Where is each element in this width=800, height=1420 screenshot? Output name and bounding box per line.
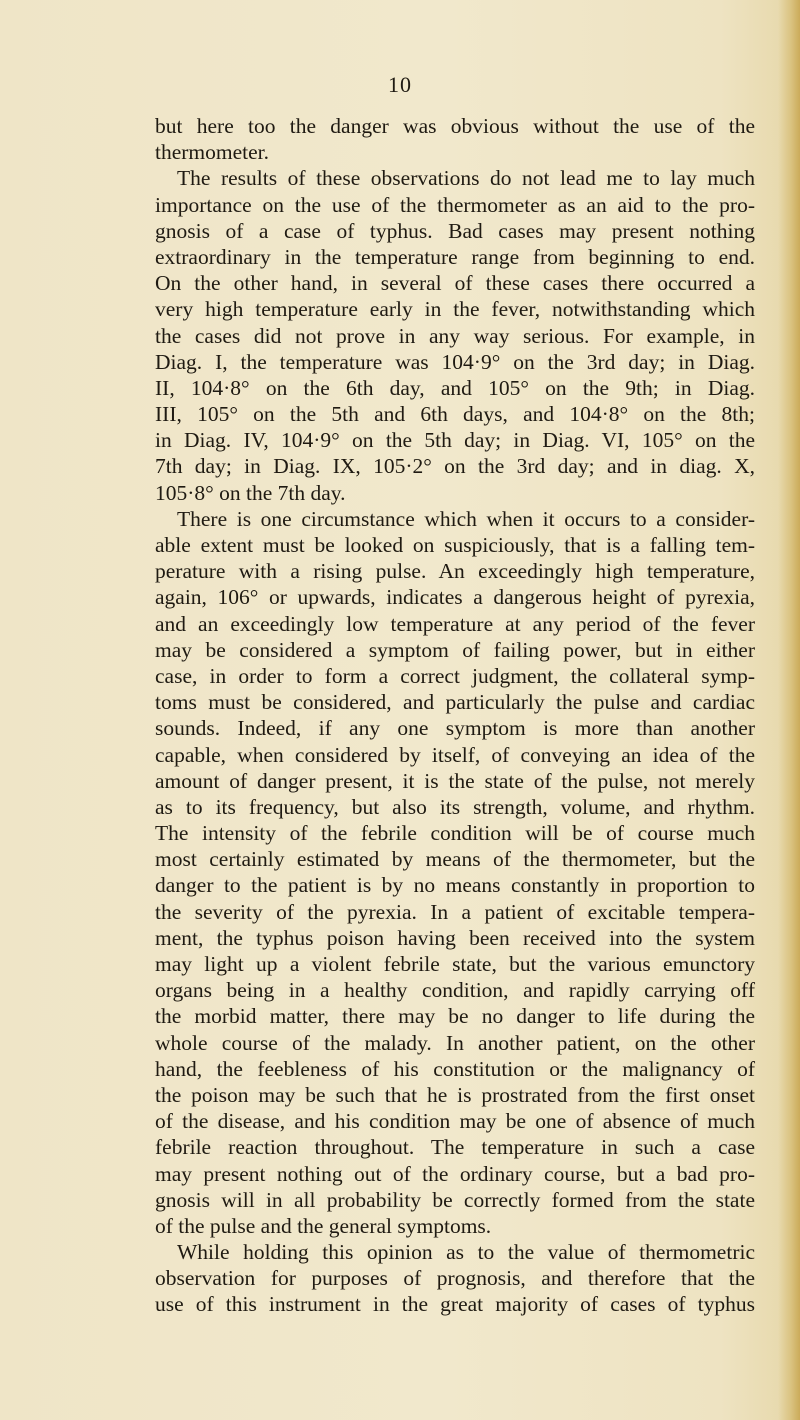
text-line: danger to the patient is by no means constantly in proportion to xyxy=(155,873,755,898)
text-line: able extent must be looked on suspiciously, that is a falling tem- xyxy=(155,533,755,557)
text-line: febrile reaction throughout. The temperature in such a case xyxy=(155,1135,755,1160)
text-line: ment, the typhus poison having been received into the system xyxy=(155,925,755,950)
text-line: extraordinary in the temperature range from beginning to end. xyxy=(155,244,755,269)
text-line: gnosis will in all probability be correctly formed from the state xyxy=(155,1187,755,1212)
text-line: as to its frequency, but also its strength, volume, and rhythm. xyxy=(155,794,755,819)
text-line: the cases did not prove in any way serious. For example, in xyxy=(155,323,755,348)
body-text xyxy=(155,113,755,1318)
text-line: observation for purposes of prognosis, and therefore that the xyxy=(155,1266,755,1291)
text-line: and an exceedingly low temperature at any period of the fever xyxy=(155,611,755,636)
text-line: importance on the use of the thermometer as an aid to the pro- xyxy=(155,192,755,217)
text-line: whole course of the malady. In another patient, on the other xyxy=(155,1030,755,1055)
text-line: most certainly estimated by means of the thermometer, but the xyxy=(155,847,755,872)
text-line: toms must be considered, and particularly the pulse and cardiac xyxy=(155,690,755,715)
text-line: again, 106° or upwards, indicates a dangerous height of pyrexia, xyxy=(155,585,755,610)
text-line: II, 104·8° on the 6th day, and 105° on the 9th; in Diag. xyxy=(155,375,755,400)
text-line: thermometer. xyxy=(155,140,270,165)
text-line: The intensity of the febrile condition will be of course much xyxy=(155,821,755,846)
text-line: III, 105° on the 5th and 6th days, and 104·8° on the 8th; xyxy=(155,402,755,427)
text-line: Diag. I, the temperature was 104·9° on the 3rd day; in Diag. xyxy=(155,349,755,374)
text-line: use of this instrument in the great majority of cases of typhus xyxy=(155,1292,755,1317)
text-line: On the other hand, in several of these cases there occurred a xyxy=(155,271,755,296)
text-line: While holding this opinion as to the value of thermometric xyxy=(177,1240,755,1265)
text-line: organs being in a healthy condition, and rapidly carrying off xyxy=(155,978,755,1003)
text-line: The results of these observations do not lead me to lay much xyxy=(177,166,755,191)
text-line: amount of danger present, it is the state of the pulse, not merely xyxy=(155,768,755,793)
text-line: 7th day; in Diag. IX, 105·2° on the 3rd day; and in diag. X, xyxy=(155,454,755,479)
text-line: There is one circumstance which when it occurs to a consider- xyxy=(177,506,755,531)
text-line: of the pulse and the general symptoms. xyxy=(155,1213,492,1238)
text-line: capable, when considered by itself, of conveying an idea of the xyxy=(155,742,755,767)
text-line: may present nothing out of the ordinary course, but a bad pro- xyxy=(155,1161,755,1186)
text-line: in Diag. IV, 104·9° on the 5th day; in Diag. VI, 105° on the xyxy=(155,428,755,453)
text-line: gnosis of a case of typhus. Bad cases may present nothing xyxy=(155,218,755,243)
text-line: the poison may be such that he is prostrated from the first onset xyxy=(155,1082,755,1107)
page-number: 10 xyxy=(388,72,412,97)
text-line: may be considered a symptom of failing power, but in either xyxy=(155,637,755,662)
text-line: may light up a violent febrile state, but the various emunctory xyxy=(155,952,755,976)
text-line: 105·8° on the 7th day. xyxy=(155,480,346,505)
text-line: of the disease, and his condition may be one of absence of much xyxy=(155,1109,755,1134)
text-line: but here too the danger was obvious without the use of the xyxy=(155,114,755,138)
text-line: the severity of the pyrexia. In a patient of excitable tempera- xyxy=(155,899,755,924)
text-line: the morbid matter, there may be no danger to life during the xyxy=(155,1004,755,1029)
text-line: case, in order to form a correct judgment, the collateral symp- xyxy=(155,663,755,688)
text-line: hand, the feebleness of his constitution or the malignancy of xyxy=(155,1056,755,1081)
text-line: perature with a rising pulse. An exceedingly high temperature, xyxy=(155,559,755,584)
page-edge-shadow xyxy=(778,0,800,1420)
text-line: very high temperature early in the fever, notwithstanding which xyxy=(155,297,755,322)
text-line: sounds. Indeed, if any one symptom is more than another xyxy=(155,716,755,741)
